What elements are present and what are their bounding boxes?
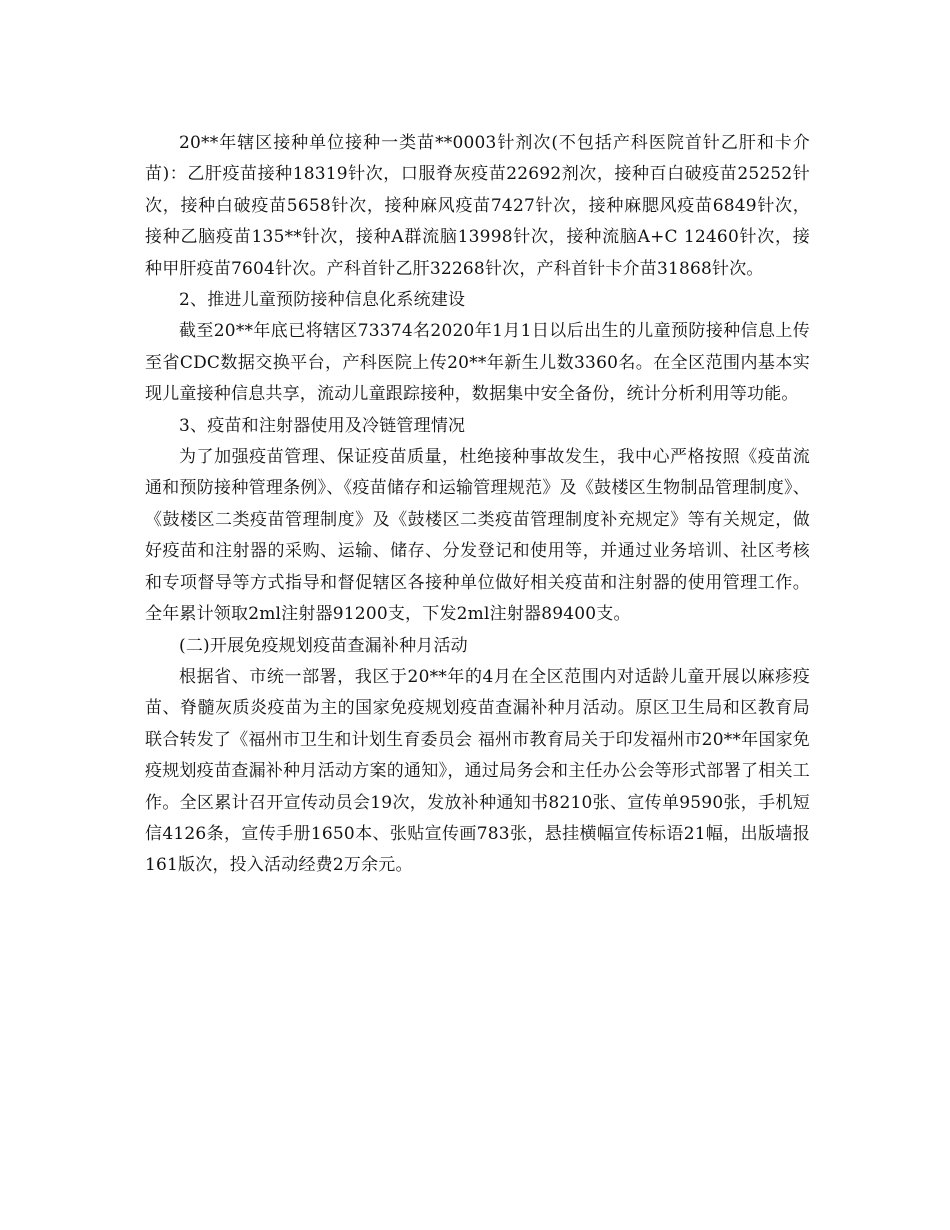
paragraph-vaccine-management: 为了加强疫苗管理、保证疫苗质量，杜绝接种事故发生，我中心严格按照《疫苗流通和预防接种管理条例》、《疫苗储存和运输管理规范》及《鼓楼区生物制品管理制度》、《鼓楼区二类疫苗管理制度》及《鼓楼区二类疫苗管理制度补充规定》等有关规定，做好疫苗和注射器的采购、运输、储存、分发登记和使用等，并通过业务培训、社区考核和专项督导等方式指导和督促辖区各接种单位做好相关疫苗和注射器的使用管理工作。全年累计领取2ml注射器91200支，下发2ml注射器89400支。 [145,447,810,625]
paragraph-catch-up-activity: 根据省、市统一部署，我区于20**年的4月在全区范围内对适龄儿童开展以麻疹疫苗、脊髓灰质炎疫苗为主的国家免疫规划疫苗查漏补种月活动。原区卫生局和区教育局联合转发了《福州市卫生和计划生育委员会 福州市教育局关于印发福州市20**年国家免疫规划疫苗查漏补种月活动方案的通知》，通过局务会和主任办公会等形式部署了相关工作。全区累计召开宣传动员会19次，发放补种通知书8210张、宣传单9590张，手机短信4126条，宣传手册1650本、张贴宣传画783张，悬挂横幅宣传标语21幅，出版墙报161版次，投入活动经费2万余元。 [145,666,810,876]
paragraph-vaccination-counts: 20**年辖区接种单位接种一类苗**0003针剂次(不包括产科医院首针乙肝和卡介苗)：乙肝疫苗接种18319针次，口服脊灰疫苗22692剂次，接种百白破疫苗25252针次，接种白破疫苗5658针次，接种麻风疫苗7427针次，接种麻腮风疫苗6849针次，接种乙脑疫苗135**针次，接种A群流脑13998针次，接种流脑A+C 12460针次，接种甲肝疫苗7604针次。产科首针乙肝32268针次，产科首针卡介苗31868针次。 [145,133,810,279]
document-body [145,128,810,882]
heading-catch-up-vaccination-month: (二)开展免疫规划疫苗查漏补种月活动 [179,635,468,656]
heading-immunization-informatization: 2、推进儿童预防接种信息化系统建设 [179,290,466,311]
paragraph-information-system: 截至20**年底已将辖区73374名2020年1月1日以后出生的儿童预防接种信息上传至省CDC数据交换平台，产科医院上传20**年新生儿数3360名。在全区范围内基本实现儿童接种信息共享，流动儿童跟踪接种，数据集中安全备份，统计分析利用等功能。 [145,321,810,405]
heading-vaccine-syringe-cold-chain: 3、疫苗和注射器使用及冷链管理情况 [179,415,466,436]
